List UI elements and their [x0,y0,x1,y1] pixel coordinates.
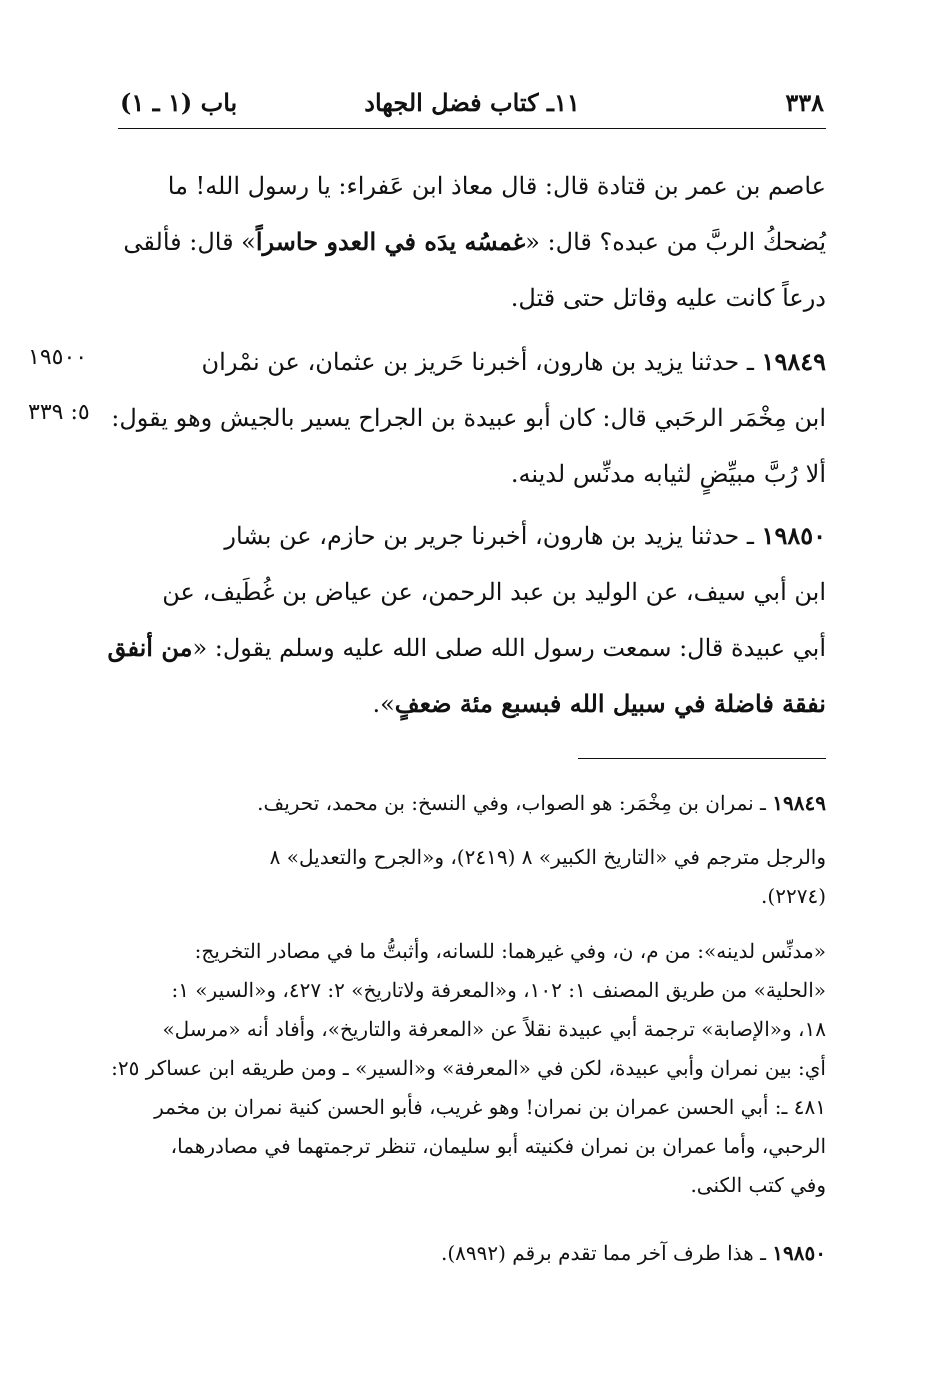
footnote-line: «الحلية» من طريق المصنف ١: ١٠٢، و«المعرفة ولاتاريخ» ٢: ٤٢٧، و«السير» ١: [171,978,826,1002]
header-rule [118,128,826,129]
footnote-line: والرجل مترجم في «التاريخ الكبير» ٨ (٢٤١٩)، و«الجرح والتعديل» ٨ [269,845,826,869]
footnote-line: الرحبي، وأما عمران بن نمران فكنيته أبو سليمان، تنظر ترجمتهما في مصادرهما، [170,1134,826,1158]
footnote-19850 [118,1234,826,1273]
book-title: ١١ـ كتاب فضل الجهاد [364,88,580,117]
text-line: عاصم بن عمر بن قتادة قال: قال معاذ ابن عَفراء: يا رسول الله! ما [167,172,826,200]
text-line: ١٩٨٤٩ ـ حدثنا يزيد بن هارون، أخبرنا حَريز بن عثمان، عن نمْران [201,347,826,376]
footnote-line: وفي كتب الكنى. [690,1173,826,1197]
footnote-line: ٤٨١ ـ: أبي الحسن عمران بن نمران! وهو غريب، فأبو الحسن كنية نمران بن مخمر [154,1095,826,1119]
margin-reference-1: ١٩٥٠٠ [28,345,88,370]
text-line: ١٩٨٥٠ ـ حدثنا يزيد بن هارون، أخبرنا جرير بن حازم، عن بشار [224,521,826,550]
footnote-line: ١٩٨٤٩ ـ نمران بن مِخْمَر: هو الصواب، وفي النسخ: بن محمد، تحريف. [257,791,826,815]
footnote-19849-variant [111,932,826,1205]
paragraph-hadith-19850 [107,508,826,732]
hadith-quote: نفقة فاضلة في سبيل الله فبسبع مئة ضعفٍ [394,689,826,718]
hadith-quote: من أنفق [107,633,193,662]
footnote-line: «مدنِّس لدينه»: من م، ن، وفي غيرهما: للسانه، وأثبتُّ ما في مصادر التخريج: [194,939,826,963]
chapter-label: باب (١ ـ ١) [120,88,238,117]
footnote-19849 [118,784,826,823]
text-line: درعاً كانت عليه وقاتل حتى قتل. [510,284,826,312]
text-line: يُضحكُ الربَّ من عبده؟ قال: «غمسُه يدَه في العدو حاسراً» قال: فألقى [123,227,826,256]
text-line: نفقة فاضلة في سبيل الله فبسبع مئة ضعفٍ». [372,689,826,718]
footnote-number: ١٩٨٥٠ [772,1241,826,1265]
footnote-line: ١٨، و«الإصابة» ترجمة أبي عبيدة نقلاً عن «المعرفة والتاريخ»، وأفاد أنه «مرسل» [162,1017,826,1041]
paragraph-hadith-19849 [111,334,826,502]
footnote-line: أي: بين نمران وأبي عبيدة، لكن في «المعرفة» و«السير» ـ ومن طريقه ابن عساكر ٢٥: [111,1056,826,1080]
paragraph-hadith-continued [118,158,826,326]
page-number: ٣٣٨ [785,88,824,117]
text-line: ابن أبي سيف، عن الوليد بن عبد الرحمن، عن عياض بن غُطَيف، عن [162,578,826,606]
text-line: ابن مِخْمَر الرحَبي قال: كان أبو عبيدة بن الجراح يسير بالجيش وهو يقول: [111,404,826,432]
footnote-rule [578,758,826,759]
footnote-line: ١٩٨٥٠ ـ هذا طرف آخر مما تقدم برقم (٨٩٩٢). [440,1241,826,1265]
hadith-number: ١٩٨٤٩ [761,347,826,376]
footnote-19849-sources [118,838,826,916]
hadith-number: ١٩٨٥٠ [761,521,826,550]
text-line: أبي عبيدة قال: سمعت رسول الله صلى الله عليه وسلم يقول: «من أنفق [107,633,826,662]
hadith-quote: غمسُه يدَه في العدو حاسراً [255,227,526,256]
footnote-line: (٢٢٧٤). [761,884,826,908]
text-line: ألا رُبَّ مبيِّضٍ لثيابه مدنِّس لدينه. [510,460,826,488]
footnote-number: ١٩٨٤٩ [772,791,826,815]
margin-reference-2: ٥: ٣٣٩ [28,400,90,425]
running-header [120,88,824,128]
